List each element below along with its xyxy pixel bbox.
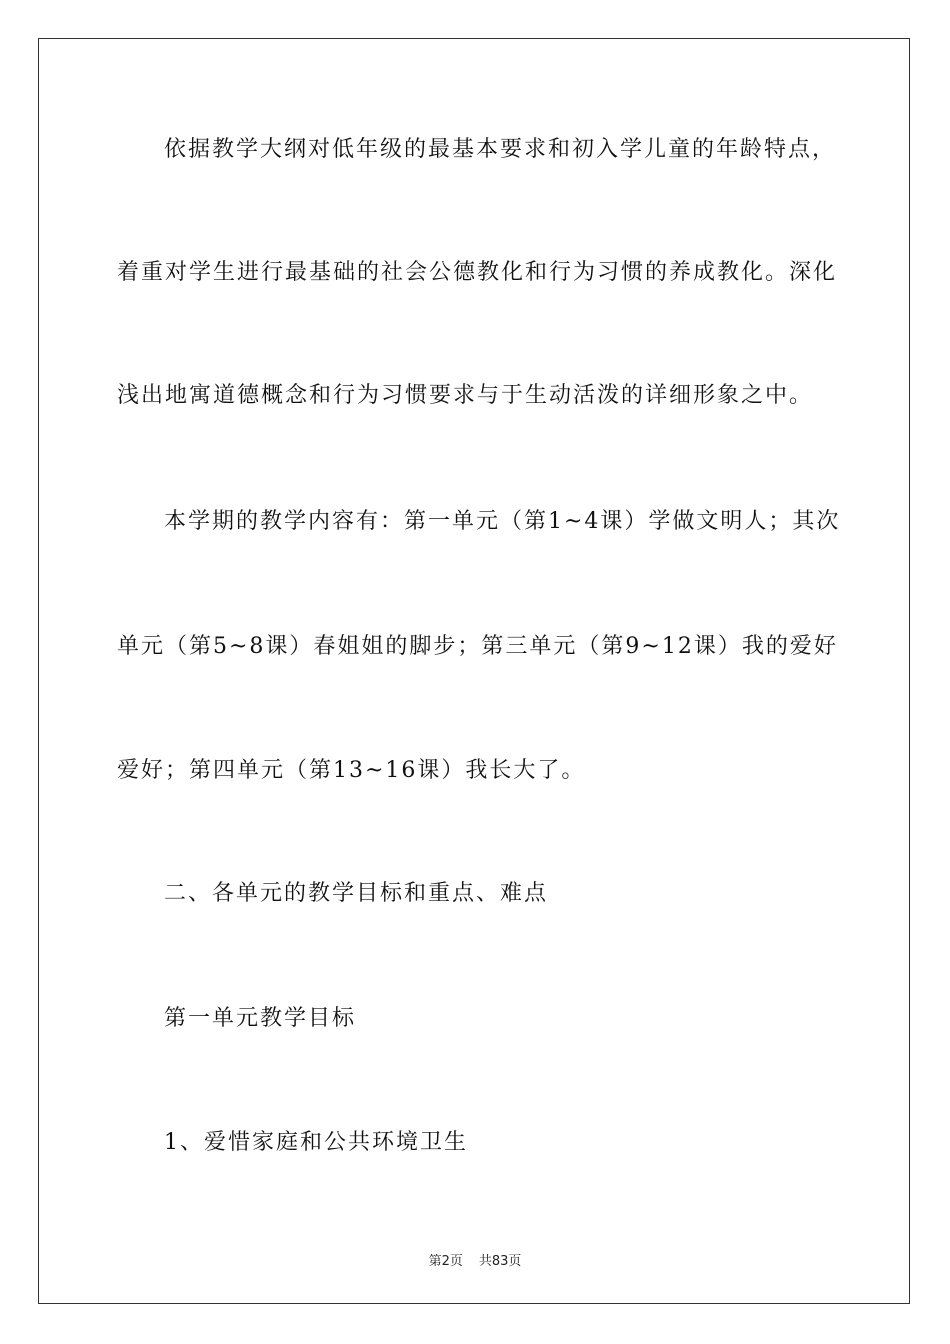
subsection-heading: 第一单元教学目标 — [164, 1006, 357, 1031]
paragraph-line-4: 本学期的教学内容有：第一单元（第1~4课）学做文明人；其次 — [164, 509, 841, 534]
page-number-current: 第2页 — [428, 1254, 463, 1269]
page-footer — [0, 1250, 950, 1269]
page-number-total: 共83页 — [478, 1254, 522, 1269]
paragraph-line-3: 浅出地寓道德概念和行为习惯要求与于生动活泼的详细形象之中。 — [117, 383, 814, 408]
section-heading: 二、各单元的教学目标和重点、难点 — [164, 881, 549, 906]
paragraph-line-6: 爱好；第四单元（第13~16课）我长大了。 — [117, 758, 586, 783]
page-frame — [38, 38, 910, 1304]
list-item: 1、爱惜家庭和公共环境卫生 — [164, 1130, 468, 1155]
paragraph-line-5: 单元（第5~8课）春姐姐的脚步；第三单元（第9~12课）我的爱好 — [117, 634, 838, 659]
paragraph-line-1: 依据教学大纲对低年级的最基本要求和初入学儿童的年龄特点， — [164, 137, 837, 162]
paragraph-line-2: 着重对学生进行最基础的社会公德教化和行为习惯的养成教化。深化 — [117, 260, 838, 285]
